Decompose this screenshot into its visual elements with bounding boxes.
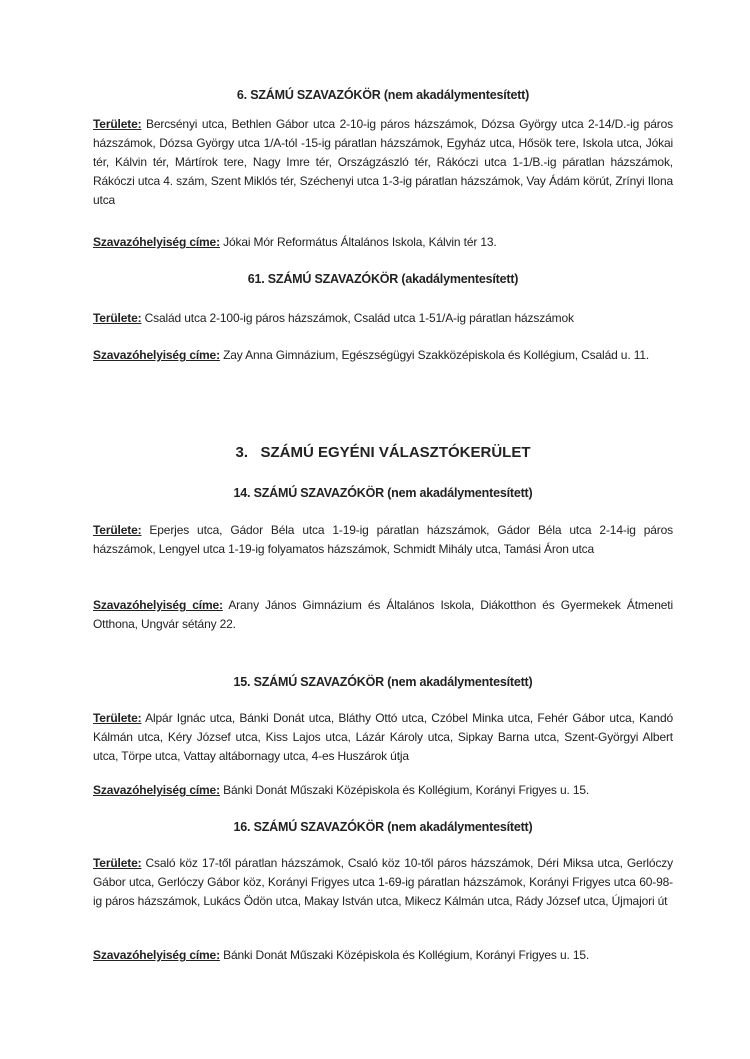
area-paragraph — [93, 854, 673, 911]
area-text: Csaló köz 17-től páratlan házszámok, Csaló köz 10-től páros házszámok, Déri Miksa utca, Gerlóczy Gábor utca, Gerlóczy Gábor köz, Korányi Frigyes utca 1-69-ig páratlan házszámok, Korányi Frigyes utca 60-98-ig páros házszámok, Lukács Ödön utca, Makay István utca, Mikecz Kálmán utca, Rády József utca, Újmajori út — [93, 856, 673, 908]
address-text: Jókai Mór Református Általános Iskola, Kálvin tér 13. — [219, 235, 497, 249]
address-label: Szavazóhelyiség címe: — [93, 598, 223, 612]
section-heading: 16. SZÁMÚ SZAVAZÓKÖR (nem akadálymentesített) — [233, 820, 533, 834]
address-label: Szavazóhelyiség címe: — [93, 948, 220, 962]
address-text: Bánki Donát Műszaki Középiskola és Kollégium, Korányi Frigyes u. 15. — [219, 948, 590, 962]
area-label: Területe: — [93, 117, 142, 131]
area-paragraph — [93, 309, 673, 328]
section-heading: 14. SZÁMÚ SZAVAZÓKÖR (nem akadálymentesített) — [233, 486, 533, 500]
section-heading: 15. SZÁMÚ SZAVAZÓKÖR (nem akadálymentesített) — [233, 675, 533, 689]
address-paragraph — [93, 946, 673, 965]
area-paragraph — [93, 709, 673, 766]
address-text: Zay Anna Gimnázium, Egészségügyi Szakközépiskola és Kollégium, Család u. 11. — [219, 348, 650, 362]
address-paragraph — [93, 346, 673, 365]
section-heading: 6. SZÁMÚ SZAVAZÓKÖR (nem akadálymentesített) — [236, 88, 530, 102]
address-paragraph — [93, 233, 673, 252]
area-label: Területe: — [93, 711, 142, 725]
address-paragraph — [93, 781, 673, 800]
area-paragraph — [93, 521, 673, 559]
address-text: Arany János Gimnázium és Általános Iskola, Diákotthon és Gyermekek Átmeneti Otthona, Ungvár sétány 22. — [93, 598, 673, 631]
area-text: Család utca 2-100-ig páros házszámok, Család utca 1-51/A-ig páratlan házszámok — [141, 311, 574, 325]
address-label: Szavazóhelyiség címe: — [93, 235, 220, 249]
area-label: Területe: — [93, 523, 142, 537]
area-text: Eperjes utca, Gádor Béla utca 1-19-ig páratlan házszámok, Gádor Béla utca 2-14-ig páros házszámok, Lengyel utca 1-19-ig folyamatos házszámok, Schmidt Mihály utca, Tamási Áron utca — [93, 523, 673, 556]
area-paragraph — [93, 115, 673, 210]
address-label: Szavazóhelyiség címe: — [93, 348, 220, 362]
area-label: Területe: — [93, 856, 142, 870]
address-label: Szavazóhelyiség címe: — [93, 783, 220, 797]
area-label: Területe: — [93, 311, 142, 325]
area-text: Alpár Ignác utca, Bánki Donát utca, Bláthy Ottó utca, Czóbel Minka utca, Fehér Gábor utca, Kandó Kálmán utca, Kéry József utca, Kiss Lajos utca, Lázár Károly utca, Sipkay Barna utca, Szent-Györgyi Albert utca, Törpe utca, Vattay altábornagy utca, 4-es Huszárok útja — [93, 711, 673, 763]
address-text: Bánki Donát Műszaki Középiskola és Kollégium, Korányi Frigyes u. 15. — [219, 783, 590, 797]
address-paragraph — [93, 596, 673, 634]
district-heading: 3. SZÁMÚ EGYÉNI VÁLASZTÓKERÜLET — [235, 444, 531, 461]
area-text: Bercsényi utca, Bethlen Gábor utca 2-10-ig páros házszámok, Dózsa György utca 2-14/D.-ig páros házszámok, Dózsa György utca 1/A-tól -15-ig páratlan házszámok, Egyház utca, Hősök tere, Iskola utca, Jókai tér, Kálvin tér, Mártírok tere, Nagy Imre tér, Országzászló tér, Rákóczi utca 1-1/B.-ig páratlan házszámok, Rákóczi utca 4. szám, Szent Miklós tér, Széchenyi utca 1-3-ig páratlan házszámok, Vay Ádám körút, Zrínyi Ilona utca — [93, 117, 673, 207]
section-heading: 61. SZÁMÚ SZAVAZÓKÖR (akadálymentesített) — [247, 272, 519, 286]
